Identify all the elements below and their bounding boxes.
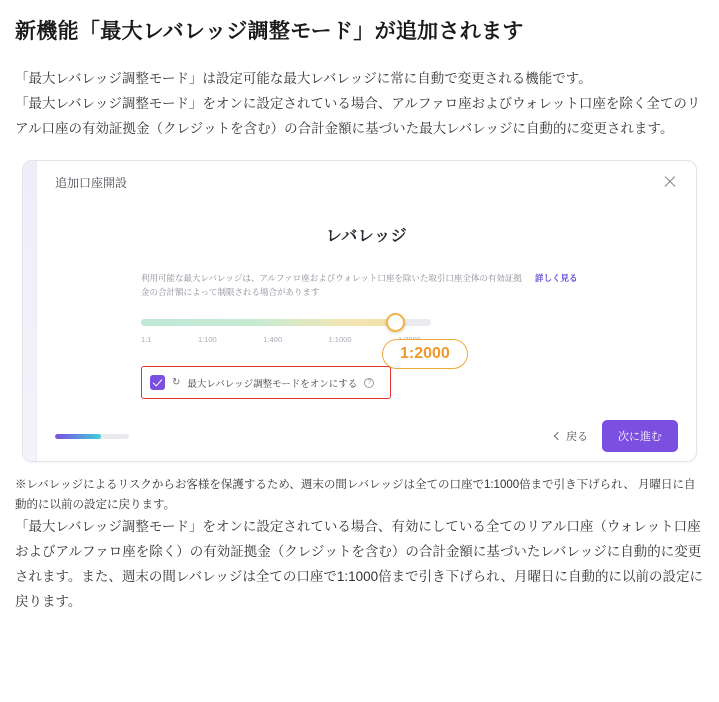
slider-tick-0: 1:1 [141, 335, 152, 345]
dialog-title: 追加口座開設 [55, 175, 128, 190]
max-leverage-mode-row[interactable] [141, 366, 391, 399]
outro-paragraph-1: ※レバレッジによるリスクからお客様を保護するため、週末の間レバレッジは全ての口座で1:1000倍まで引き下げられ、 月曜日に自動的に以前の設定に戻ります。 [15, 479, 696, 511]
intro-paragraph-2: 「最大レバレッジ調整モード」をオンに設定されている場合、アルファロ座およびウォレット口座を除く全てのリアル口座の有効証拠金（クレジットを含む）の合計金額に基づいた最大レバレッジに自動的に変更されます。 [15, 96, 701, 137]
slider-track-remainder [403, 319, 431, 326]
info-icon[interactable]: ? [364, 378, 374, 388]
outro-paragraph-2: 「最大レバレッジ調整モード」をオンに設定されている場合、有効にしている全てのリアル口座（ウォレット口座およびアルファロ座を除く）の有効証拠金（クレジットを含む）の合計金額に基づいたレバレッジに自動的に変更されます。また、週末の間レバレッジは全ての口座で1:1000倍まで引き下げられ、月曜日に自動的に以前の設定に戻ります。 [15, 519, 703, 610]
max-leverage-mode-checkbox[interactable] [150, 375, 165, 390]
refresh-icon: ↻ [172, 377, 181, 389]
slider-track[interactable] [141, 319, 431, 326]
slider-tick-3: 1:1000 [328, 335, 352, 345]
chevron-left-icon [554, 432, 562, 440]
leverage-heading: レバレッジ [325, 228, 408, 246]
progress-bar [55, 434, 129, 439]
screenshot-card [22, 160, 697, 462]
slider-tick-2: 1:400 [263, 335, 283, 345]
footer-actions [555, 420, 678, 452]
dialog-sidebar-accent [23, 161, 37, 461]
leverage-slider[interactable] [141, 319, 431, 344]
article-page [0, 18, 719, 702]
back-button-label: 戻る [566, 431, 588, 444]
dialog-footer [37, 411, 696, 461]
next-button[interactable]: 次に進む [602, 420, 678, 452]
leverage-note-row [141, 272, 578, 299]
slider-thumb[interactable] [386, 313, 405, 332]
max-leverage-mode-label: 最大レバレッジ調整モードをオンにする [187, 378, 358, 390]
leverage-note: 利用可能な最大レバレッジは、アルファロ座およびウォレット口座を除いた取引口座全体の有効証拠金の合計額によって制限される場合があります [141, 273, 522, 297]
close-icon[interactable] [662, 174, 678, 190]
dialog-header [37, 161, 696, 203]
intro-paragraph-1: 「最大レバレッジ調整モード」は設定可能な最大レバレッジに常に自動で変更される機能です。 [15, 71, 592, 87]
intro-text [15, 67, 707, 142]
page-title: 新機能「最大レバレッジ調整モード」が追加されます [15, 20, 524, 43]
learn-more-link[interactable]: 詳しく見る [535, 273, 578, 284]
leverage-value-badge: 1:2000 [382, 339, 468, 369]
back-button[interactable] [555, 428, 588, 444]
outro-text [15, 476, 704, 615]
slider-tick-1: 1:100 [197, 335, 217, 345]
